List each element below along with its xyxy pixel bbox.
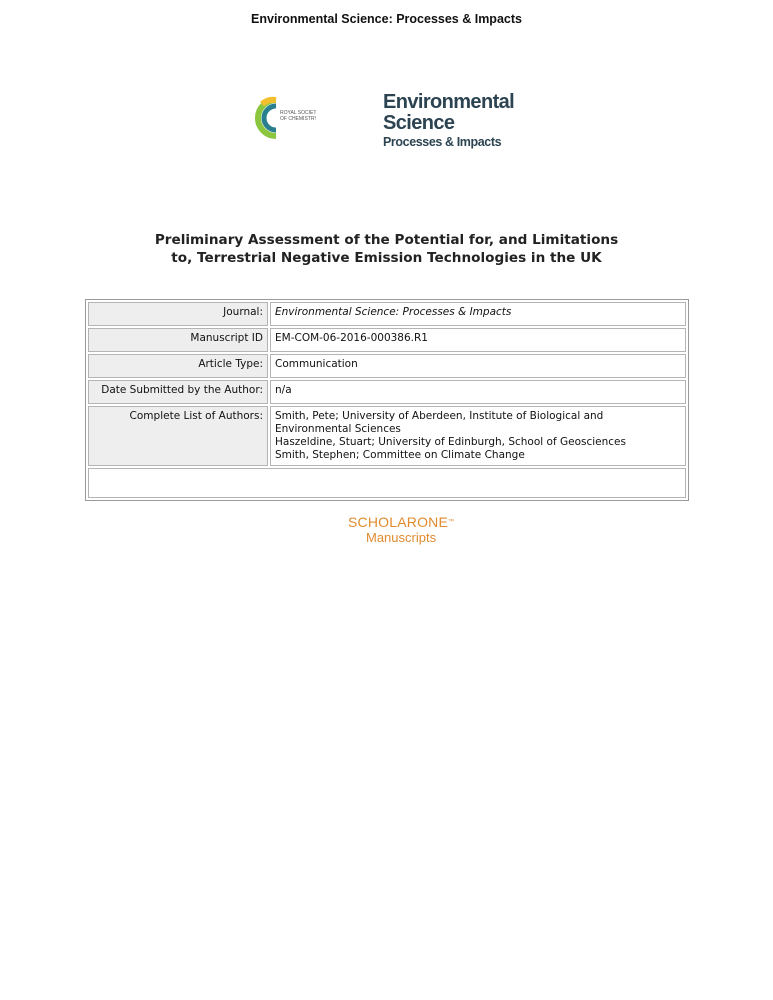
scholarone-logo — [348, 514, 458, 550]
scholarone-manuscripts: Manuscripts — [366, 530, 437, 545]
manuscript-id-label: Manuscript ID — [88, 328, 268, 352]
row-empty — [88, 468, 686, 498]
journal-value: Environmental Science: Processes & Impacts — [270, 302, 686, 326]
date-submitted-value: n/a — [270, 380, 686, 404]
rsc-logo — [252, 94, 316, 142]
authors-value — [270, 406, 686, 466]
scholarone-one: ONE — [417, 514, 449, 530]
scholarone-wordmark — [348, 514, 458, 530]
scholarone-scholar: SCHOLAR — [348, 514, 418, 530]
rsc-emblem-icon — [252, 94, 316, 142]
journal-logo — [383, 92, 514, 150]
paper-title-line1: Preliminary Assessment of the Potential for, and Limitations — [154, 232, 619, 248]
row-manuscript-id — [88, 328, 686, 352]
author-line-2: Environmental Sciences — [275, 423, 401, 435]
rsc-logo-text: ROYAL SOCIETY — [280, 110, 316, 116]
scholarone-tm: ™ — [448, 519, 455, 525]
author-line-4: Smith, Stephen; Committee on Climate Change — [275, 449, 525, 461]
authors-label: Complete List of Authors: — [88, 406, 268, 466]
row-date-submitted — [88, 380, 686, 404]
row-article-type — [88, 354, 686, 378]
row-journal — [88, 302, 686, 326]
manuscript-info-table — [85, 299, 689, 501]
manuscript-id-value: EM-COM-06-2016-000386.R1 — [270, 328, 686, 352]
journal-logo-line2: Science — [383, 112, 455, 134]
journal-logo-line1: Environmental — [383, 91, 515, 113]
journal-label: Journal: — [88, 302, 268, 326]
article-type-label: Article Type: — [88, 354, 268, 378]
running-header: Environmental Science: Processes & Impacts — [251, 12, 522, 26]
logo-area — [252, 88, 542, 154]
empty-cell — [88, 468, 686, 498]
author-line-3: Haszeldine, Stuart; University of Edinburgh, School of Geosciences — [275, 436, 626, 448]
journal-logo-line3: Processes & Impacts — [383, 135, 502, 149]
paper-title — [100, 231, 673, 267]
svg-text:OF CHEMISTRY: OF CHEMISTRY — [280, 116, 316, 122]
article-type-value: Communication — [270, 354, 686, 378]
row-authors — [88, 406, 686, 466]
paper-title-line2: to, Terrestrial Negative Emission Technologies in the UK — [171, 250, 602, 266]
date-submitted-label: Date Submitted by the Author: — [88, 380, 268, 404]
author-line-1: Smith, Pete; University of Aberdeen, Institute of Biological and — [275, 410, 604, 422]
